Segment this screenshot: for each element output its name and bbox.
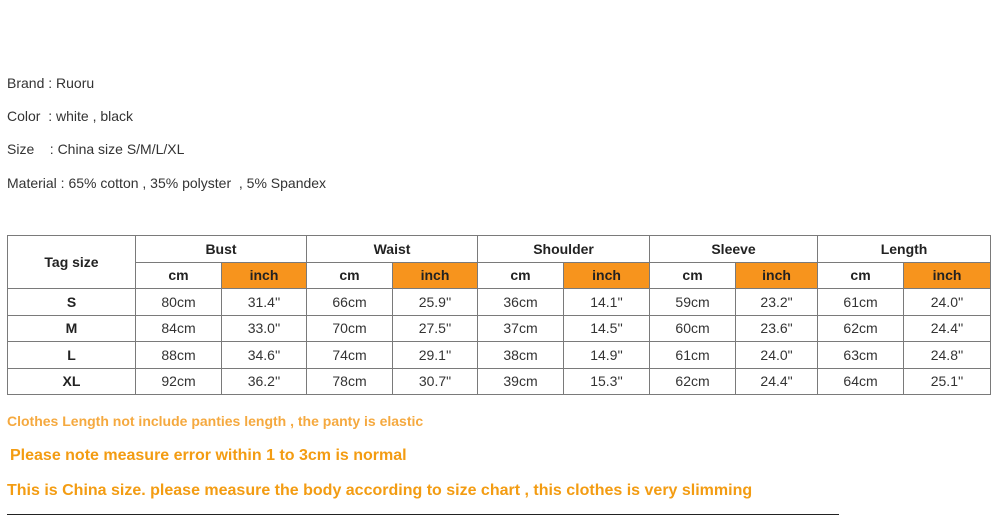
table-cell: 36cm <box>478 289 564 316</box>
shoulder-header: Shoulder <box>478 236 650 263</box>
table-cell: 39cm <box>478 368 564 395</box>
table-cell: 14.9'' <box>564 342 650 369</box>
table-cell: 61cm <box>818 289 904 316</box>
table-cell: 31.4'' <box>222 289 307 316</box>
panties-length-note: Clothes Length not include panties length , the panty is elastic <box>7 413 424 429</box>
table-cell: 62cm <box>650 368 736 395</box>
size-label: S <box>8 289 136 316</box>
table-cell: 63cm <box>818 342 904 369</box>
unit-inch: inch <box>564 262 650 289</box>
table-cell: 14.1'' <box>564 289 650 316</box>
tag-size-header: Tag size <box>8 236 136 289</box>
table-cell: 84cm <box>136 315 222 342</box>
sleeve-header: Sleeve <box>650 236 818 263</box>
brand-line: Brand : Ruoru <box>7 75 95 91</box>
bottom-divider <box>7 514 839 515</box>
table-cell: 61cm <box>650 342 736 369</box>
table-cell: 59cm <box>650 289 736 316</box>
length-header: Length <box>818 236 991 263</box>
table-row <box>8 368 991 395</box>
measure-error-note: Please note measure error within 1 to 3cm is normal <box>10 447 407 464</box>
table-cell: 24.4" <box>736 368 818 395</box>
table-cell: 23.6" <box>736 315 818 342</box>
table-cell: 37cm <box>478 315 564 342</box>
table-cell: 36.2'' <box>222 368 307 395</box>
table-cell: 88cm <box>136 342 222 369</box>
size-label: XL <box>8 368 136 395</box>
unit-cm: cm <box>650 262 736 289</box>
table-cell: 78cm <box>307 368 393 395</box>
table-cell: 64cm <box>818 368 904 395</box>
table-row <box>8 342 991 369</box>
unit-cm: cm <box>818 262 904 289</box>
unit-cm: cm <box>307 262 393 289</box>
table-cell: 70cm <box>307 315 393 342</box>
unit-inch: inch <box>393 262 478 289</box>
table-cell: 15.3'' <box>564 368 650 395</box>
china-size-note: This is China size. please measure the body according to size chart , this clothes is very slimming <box>7 482 753 499</box>
size-line: Size : China size S/M/L/XL <box>7 141 185 157</box>
table-cell: 66cm <box>307 289 393 316</box>
table-cell: 80cm <box>136 289 222 316</box>
table-cell: 24.0" <box>736 342 818 369</box>
table-header-row <box>8 236 991 263</box>
table-cell: 60cm <box>650 315 736 342</box>
size-label: L <box>8 342 136 369</box>
table-cell: 92cm <box>136 368 222 395</box>
table-cell: 25.1'' <box>904 368 991 395</box>
unit-cm: cm <box>478 262 564 289</box>
table-cell: 24.0'' <box>904 289 991 316</box>
table-cell: 23.2" <box>736 289 818 316</box>
table-cell: 30.7" <box>393 368 478 395</box>
table-cell: 38cm <box>478 342 564 369</box>
table-cell: 24.4'' <box>904 315 991 342</box>
waist-header: Waist <box>307 236 478 263</box>
table-cell: 34.6'' <box>222 342 307 369</box>
table-cell: 62cm <box>818 315 904 342</box>
table-cell: 25.9'' <box>393 289 478 316</box>
table-cell: 33.0'' <box>222 315 307 342</box>
unit-cm: cm <box>136 262 222 289</box>
table-cell: 74cm <box>307 342 393 369</box>
table-row <box>8 315 991 342</box>
size-label: M <box>8 315 136 342</box>
table-cell: 24.8'' <box>904 342 991 369</box>
table-cell: 27.5'' <box>393 315 478 342</box>
material-line: Material : 65% cotton , 35% polyster , 5% Spandex <box>7 175 327 191</box>
table-unit-row <box>8 262 991 289</box>
bust-header: Bust <box>136 236 307 263</box>
size-chart-table <box>7 235 991 395</box>
unit-inch: inch <box>222 262 307 289</box>
table-cell: 14.5'' <box>564 315 650 342</box>
unit-inch: inch <box>736 262 818 289</box>
unit-inch: inch <box>904 262 991 289</box>
table-row <box>8 289 991 316</box>
table-cell: 29.1'' <box>393 342 478 369</box>
color-line: Color : white , black <box>7 108 134 124</box>
